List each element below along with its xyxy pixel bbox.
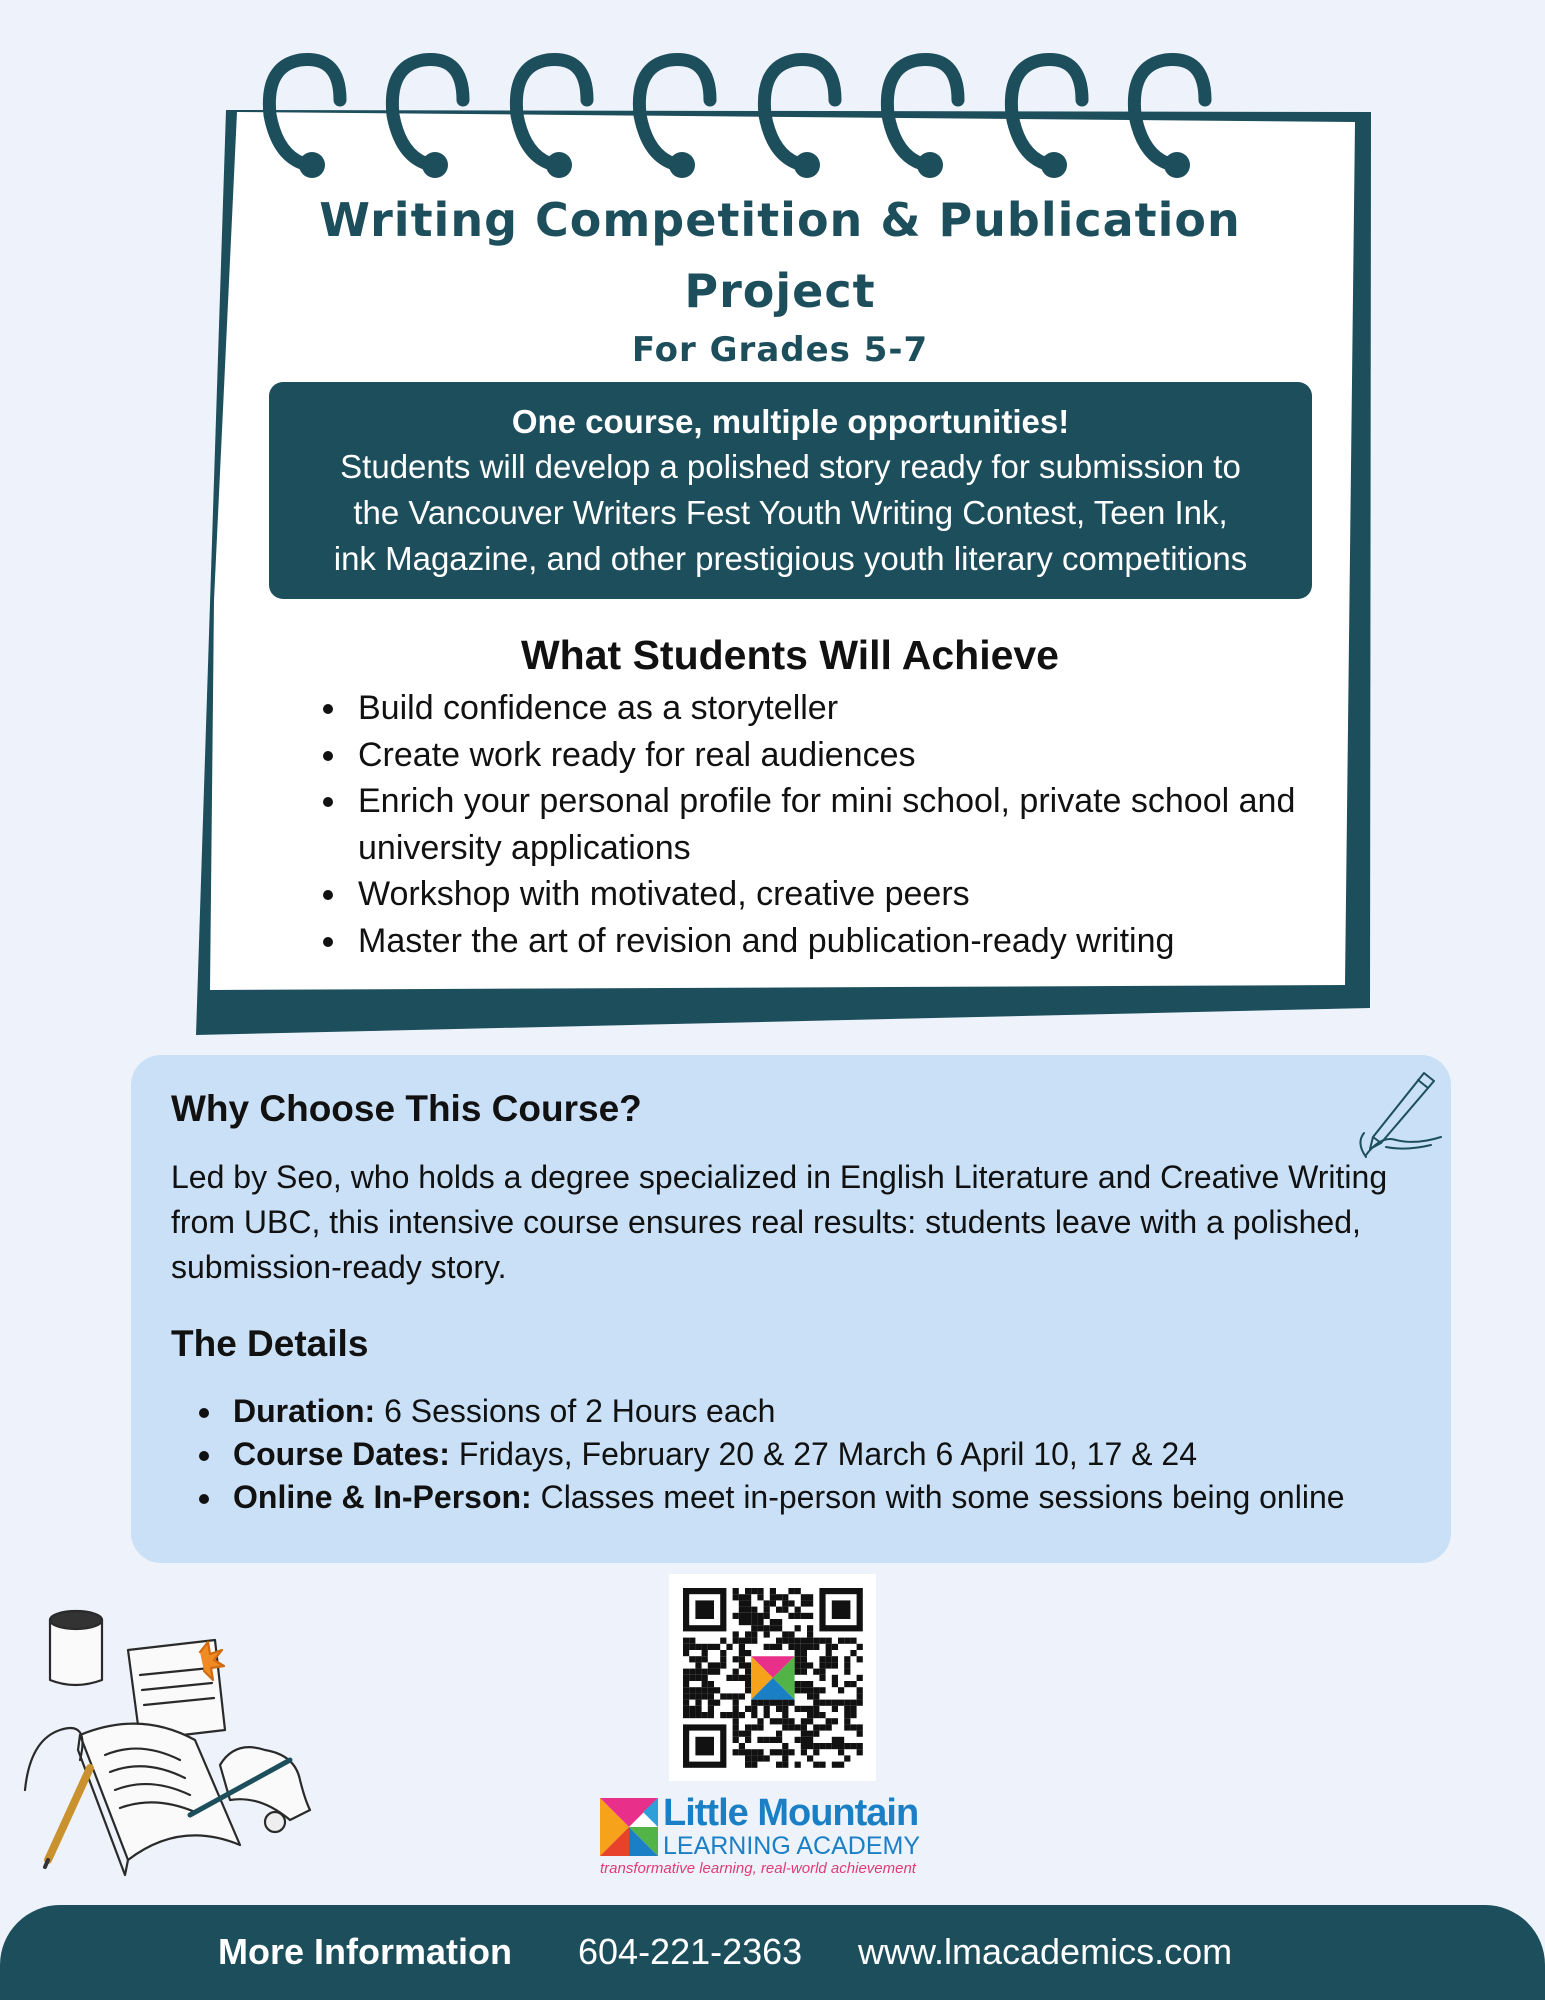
highlight-box xyxy=(269,382,1312,599)
detail-label: Online & In-Person: xyxy=(233,1479,532,1515)
highlight-line: the Vancouver Writers Fest Youth Writing Contest, Teen Ink, xyxy=(353,494,1228,531)
spiral-ring-hole xyxy=(1164,152,1190,178)
detail-value: 6 Sessions of 2 Hours each xyxy=(375,1393,776,1429)
title-line-1: Writing Competition & Publication xyxy=(319,193,1241,247)
footer-phone[interactable]: 604-221-2363 xyxy=(578,1931,803,1972)
details-list xyxy=(203,1390,1425,1519)
detail-label: Course Dates: xyxy=(233,1436,450,1472)
detail-item xyxy=(225,1390,1425,1433)
why-heading: Why Choose This Course? xyxy=(171,1088,642,1129)
spiral-ring-hole xyxy=(1041,152,1067,178)
detail-value: Fridays, February 20 & 27 March 6 April 10, 17 & 24 xyxy=(449,1436,1197,1472)
pen-writing-icon xyxy=(1336,1065,1446,1165)
list-item: • Create work ready for real audiences xyxy=(350,732,1330,779)
qr-finder xyxy=(695,1737,714,1756)
title-line-2: Project xyxy=(684,264,876,318)
brand-logo xyxy=(600,1792,960,1888)
highlight-line: Students will develop a polished story ready for submission to xyxy=(340,448,1241,485)
footer-website-link[interactable]: www.lmacademics.com xyxy=(858,1931,1233,1972)
spiral-ring-hole xyxy=(546,152,572,178)
grades-subtitle: For Grades 5-7 xyxy=(631,330,929,370)
spiral-ring-hole xyxy=(794,152,820,178)
spiral-ring-hole xyxy=(422,152,448,178)
qr-finder xyxy=(695,1600,714,1619)
spiral-ring-hole xyxy=(299,152,325,178)
highlight-line: ink Magazine, and other prestigious youth literary competitions xyxy=(333,540,1248,577)
footer-bar xyxy=(0,1905,1545,2000)
tangram-logo-icon xyxy=(600,1798,658,1856)
detail-item xyxy=(225,1433,1425,1476)
spiral-ring-hole xyxy=(669,152,695,178)
why-paragraph: Led by Seo, who holds a degree specialized in English Literature and Creative Writing from UBC, this intensive course ensures real results: students leave with a polished, submission-ready story. xyxy=(171,1159,1388,1285)
list-item: • Master the art of revision and publication-ready writing xyxy=(350,918,1330,965)
detail-label: Duration: xyxy=(233,1393,376,1429)
logo-tagline: transformative learning, real-world achievement xyxy=(600,1860,916,1877)
achieve-heading: What Students Will Achieve xyxy=(520,632,1059,678)
desk-writing-illustration xyxy=(20,1590,400,1880)
logo-name: Little Mountain xyxy=(663,1792,919,1834)
detail-value: Classes meet in-person with some sessions being online xyxy=(531,1479,1345,1515)
logo-subtitle: LEARNING ACADEMY xyxy=(663,1832,921,1860)
list-item: • Enrich your personal profile for mini school, private school and university applications xyxy=(350,778,1330,871)
qr-code-icon[interactable] xyxy=(669,1574,876,1781)
detail-item xyxy=(225,1476,1425,1519)
why-choose-panel xyxy=(131,1055,1451,1563)
highlight-headline: One course, multiple opportunities! xyxy=(511,403,1070,440)
achieve-list xyxy=(320,685,1330,964)
qr-finder xyxy=(832,1600,851,1619)
footer-label: More Information xyxy=(218,1931,512,1972)
spiral-ring-hole xyxy=(917,152,943,178)
list-item: • Build confidence as a storyteller xyxy=(350,685,1330,732)
details-heading: The Details xyxy=(171,1323,369,1364)
list-item: • Workshop with motivated, creative peers xyxy=(350,871,1330,918)
